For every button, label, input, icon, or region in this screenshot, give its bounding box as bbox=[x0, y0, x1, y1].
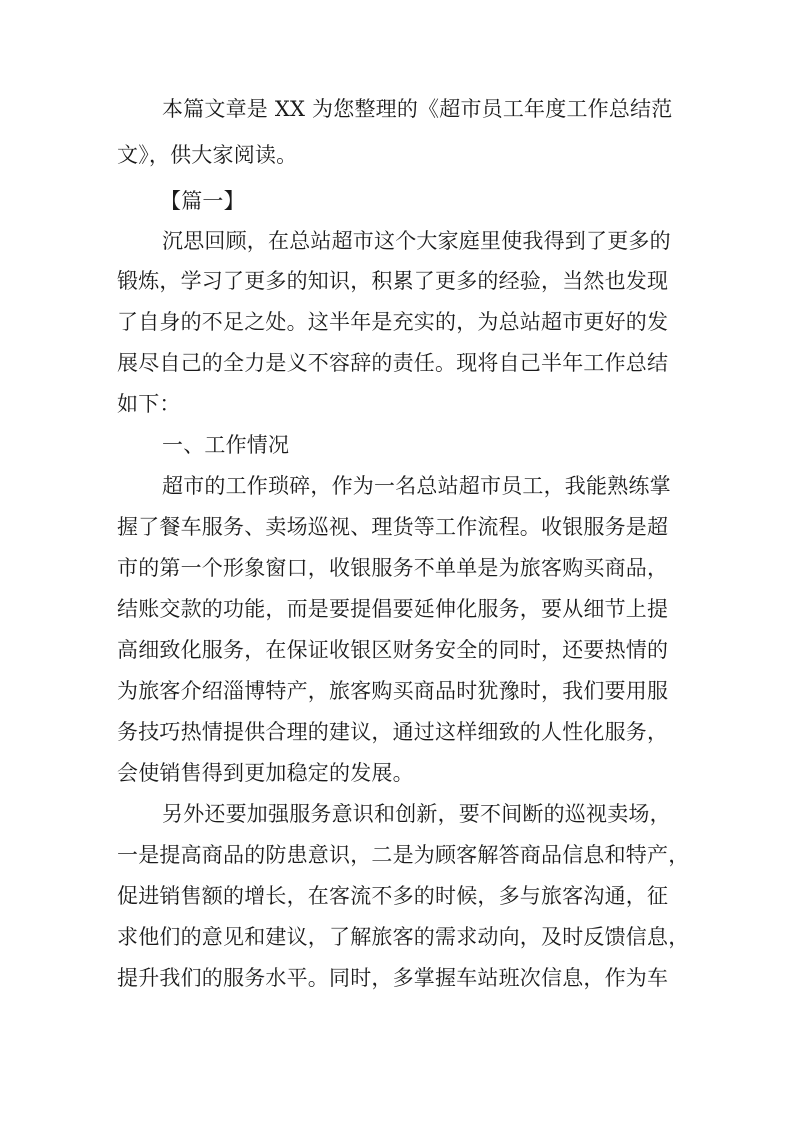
paragraph-reflection-line-3: 了自身的不足之处。这半年是充实的，为总站超市更好的发 bbox=[117, 310, 669, 334]
paragraph-service-line-1: 另外还要加强服务意识和创新，要不间断的巡视卖场， bbox=[162, 802, 671, 826]
paragraph-work-line-7: 务技巧热情提供合理的建议，通过这样细致的人性化服务， bbox=[117, 720, 669, 744]
section-heading-part-one: 【篇一】 bbox=[160, 189, 245, 213]
paragraph-intro-line-2: 文》，供大家阅读。 bbox=[117, 143, 298, 167]
paragraph-work-line-4: 结账交款的功能，而是要提倡要延伸化服务，要从细节上提 bbox=[117, 597, 669, 621]
section-heading-work-status: 一、工作情况 bbox=[162, 433, 290, 457]
paragraph-work-line-8: 会使销售得到更加稳定的发展。 bbox=[117, 761, 414, 785]
paragraph-reflection-line-4: 展尽自己的全力是义不容辞的责任。现将自己半年工作总结 bbox=[117, 351, 669, 375]
paragraph-service-line-5: 提升我们的服务水平。同时，多掌握车站班次信息，作为车 bbox=[117, 966, 669, 990]
paragraph-reflection-line-2: 锻炼，学习了更多的知识，积累了更多的经验，当然也发现 bbox=[117, 269, 669, 293]
paragraph-service-line-3: 促进销售额的增长，在客流不多的时候，多与旅客沟通，征 bbox=[117, 884, 669, 908]
paragraph-work-line-5: 高细致化服务，在保证收银区财务安全的同时，还要热情的 bbox=[117, 638, 669, 662]
paragraph-reflection-line-5: 如下： bbox=[117, 392, 181, 416]
paragraph-reflection-line-1: 沉思回顾，在总站超市这个大家庭里使我得到了更多的 bbox=[162, 229, 671, 253]
paragraph-work-line-1: 超市的工作琐碎，作为一名总站超市员工，我能熟练掌 bbox=[162, 474, 671, 498]
paragraph-service-line-4: 求他们的意见和建议，了解旅客的需求动向，及时反馈信息， bbox=[117, 925, 690, 949]
paragraph-work-line-3: 市的第一个形象窗口，收银服务不单单是为旅客购买商品， bbox=[117, 556, 669, 580]
paragraph-intro-line-1: 本篇文章是 XX 为您整理的《超市员工年度工作总结范 bbox=[162, 97, 673, 121]
paragraph-service-line-2: 一是提高商品的防患意识，二是为顾客解答商品信息和特产， bbox=[117, 843, 690, 867]
paragraph-work-line-6: 为旅客介绍淄博特产，旅客购买商品时犹豫时，我们要用服 bbox=[117, 679, 669, 703]
paragraph-work-line-2: 握了餐车服务、卖场巡视、理货等工作流程。收银服务是超 bbox=[117, 515, 669, 539]
